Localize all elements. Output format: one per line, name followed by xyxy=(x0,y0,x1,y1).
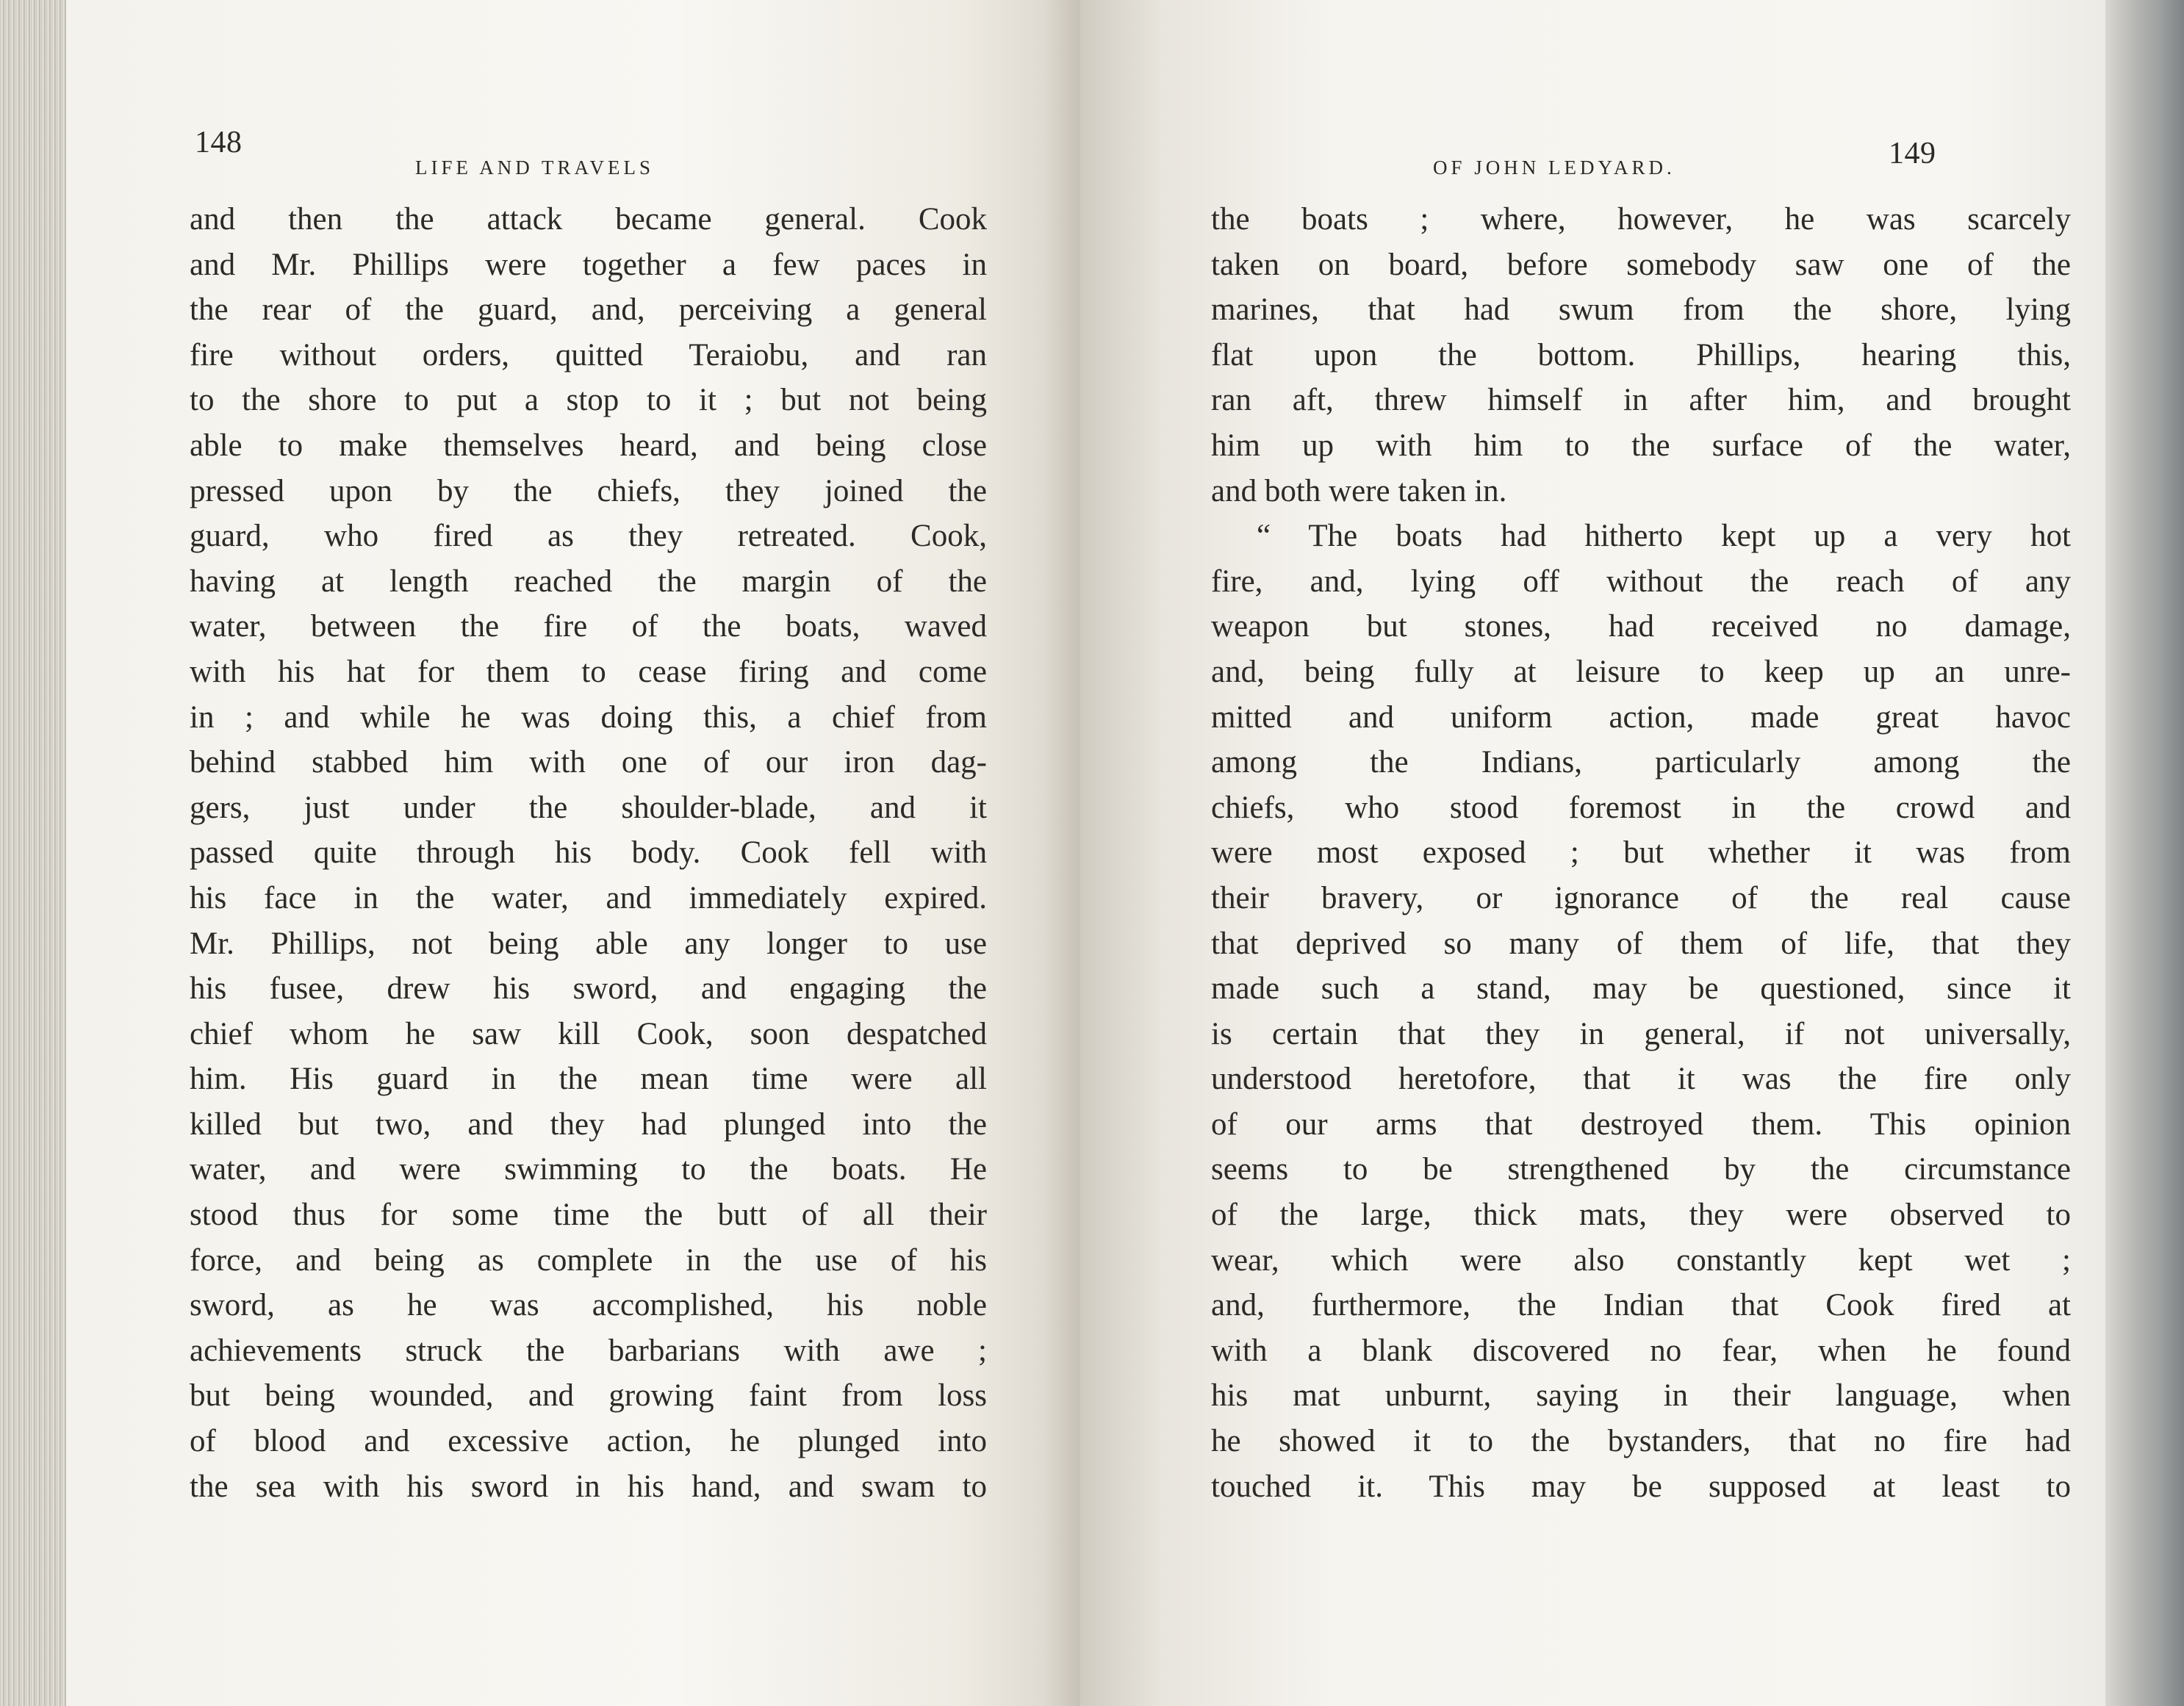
right-running-head xyxy=(1433,147,1675,181)
text-line: fire, and, lying off without the reach of any xyxy=(1211,564,2071,599)
page-number-148: 148 xyxy=(195,126,243,159)
text-line: were most exposed ; but whether it was from xyxy=(1211,835,2071,871)
left-page-body xyxy=(190,197,987,1509)
text-line: ran aft, threw himself in after him, and brought xyxy=(1211,383,2071,418)
page-edges-right xyxy=(2105,0,2184,1706)
text-line: in ; and while he was doing this, a chief from xyxy=(190,699,987,735)
text-line: flat upon the bottom. Phillips, hearing this, xyxy=(1211,337,2071,372)
text-line: the sea with his sword in his hand, and swam to xyxy=(190,1469,987,1504)
running-head-right: OF JOHN LEDYARD. xyxy=(1433,156,1675,179)
text-line: but being wounded, and growing faint from loss xyxy=(190,1378,987,1414)
text-line: of the large, thick mats, they were observed to xyxy=(1211,1198,2071,1233)
left-running-head xyxy=(415,147,654,181)
text-line: him. His guard in the mean time were all xyxy=(190,1062,987,1097)
text-line: among the Indians, particularly among the xyxy=(1211,745,2071,780)
text-line: pressed upon by the chiefs, they joined the xyxy=(190,473,987,508)
text-line: behind stabbed him with one of our iron dag- xyxy=(190,745,987,780)
left-page-number xyxy=(195,125,243,160)
text-line: his mat unburnt, saying in their language, when xyxy=(1211,1378,2071,1414)
text-line: marines, that had swum from the shore, lying xyxy=(1211,292,2071,328)
text-line: of our arms that destroyed them. This opinion xyxy=(1211,1106,2071,1142)
text-line: mitted and uniform action, made great havoc xyxy=(1211,699,2071,735)
text-line: fire without orders, quitted Teraiobu, and ran xyxy=(190,337,987,372)
text-line: able to make themselves heard, and being close xyxy=(190,428,987,463)
text-line: sword, as he was accomplished, his noble xyxy=(190,1288,987,1323)
text-line: is certain that they in general, if not universally, xyxy=(1211,1016,2071,1051)
text-line: having at length reached the margin of the xyxy=(190,564,987,599)
text-line: touched it. This may be supposed at least to xyxy=(1211,1469,2071,1504)
text-line: his face in the water, and immediately expired. xyxy=(190,880,987,915)
text-line: understood heretofore, that it was the fire only xyxy=(1211,1062,2071,1097)
text-line: made such a stand, may be questioned, since it xyxy=(1211,971,2071,1007)
text-line: seems to be strengthened by the circumstance xyxy=(1211,1152,2071,1187)
text-line: killed but two, and they had plunged into the xyxy=(190,1106,987,1142)
text-line: their bravery, or ignorance of the real cause xyxy=(1211,880,2071,915)
text-line: he showed it to the bystanders, that no fire had xyxy=(1211,1424,2071,1459)
text-line: water, and were swimming to the boats. He xyxy=(190,1152,987,1187)
text-line: wear, which were also constantly kept wet ; xyxy=(1211,1242,2071,1278)
text-line: and Mr. Phillips were together a few paces in xyxy=(190,247,987,282)
page-number-149: 149 xyxy=(1889,137,1936,170)
text-line: to the shore to put a stop to it ; but not being xyxy=(190,383,987,418)
page-edges-left xyxy=(0,0,66,1706)
text-line: weapon but stones, had received no damage, xyxy=(1211,609,2071,644)
text-line: gers, just under the shoulder-blade, and it xyxy=(190,790,987,825)
text-line: taken on board, before somebody saw one of the xyxy=(1211,247,2071,282)
text-line: his fusee, drew his sword, and engaging the xyxy=(190,971,987,1007)
text-line: “ The boats had hitherto kept up a very hot xyxy=(1257,519,2071,554)
text-line: chiefs, who stood foremost in the crowd and xyxy=(1211,790,2071,825)
right-page xyxy=(1080,0,2105,1706)
text-line: the boats ; where, however, he was scarcely xyxy=(1211,202,2071,237)
text-line: and then the attack became general. Cook xyxy=(190,202,987,237)
text-line: and, being fully at leisure to keep up an unre- xyxy=(1211,654,2071,689)
left-page xyxy=(66,0,1080,1706)
text-line: and, furthermore, the Indian that Cook fired at xyxy=(1211,1288,2071,1323)
text-line: stood thus for some time the butt of all their xyxy=(190,1198,987,1233)
text-line: achievements struck the barbarians with awe ; xyxy=(190,1333,987,1368)
text-line: with his hat for them to cease firing and come xyxy=(190,654,987,689)
text-line: that deprived so many of them of life, that they xyxy=(1211,926,2071,961)
text-line: Mr. Phillips, not being able any longer to use xyxy=(190,926,987,961)
text-line: water, between the fire of the boats, waved xyxy=(190,609,987,644)
text-line: passed quite through his body. Cook fell with xyxy=(190,835,987,871)
text-line: chief whom he saw kill Cook, soon despatched xyxy=(190,1016,987,1051)
text-line: the rear of the guard, and, perceiving a general xyxy=(190,292,987,328)
right-page-number xyxy=(1889,136,1936,171)
text-line: guard, who fired as they retreated. Cook, xyxy=(190,519,987,554)
text-line: force, and being as complete in the use of his xyxy=(190,1242,987,1278)
right-page-body xyxy=(1211,197,2071,1509)
text-line: and both were taken in. xyxy=(1211,473,1507,508)
running-head-left: LIFE AND TRAVELS xyxy=(415,156,655,179)
text-line: him up with him to the surface of the water, xyxy=(1211,428,2071,463)
text-line: of blood and excessive action, he plunged into xyxy=(190,1424,987,1459)
text-line: with a blank discovered no fear, when he found xyxy=(1211,1333,2071,1368)
